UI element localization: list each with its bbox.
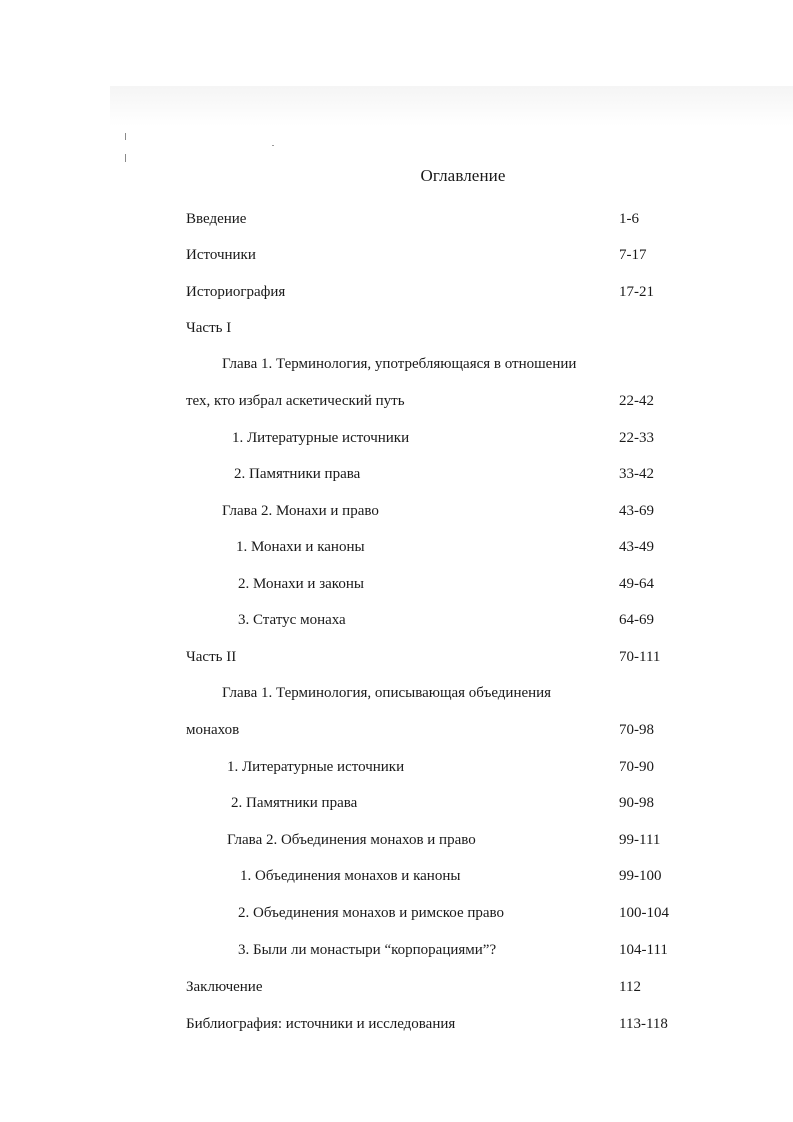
toc-entry (0, 539, 793, 561)
toc-entry (0, 430, 793, 452)
toc-entry (0, 1016, 793, 1038)
scan-artifact (272, 145, 274, 146)
toc-entry-text: 2. Объединения монахов и римское право (238, 905, 505, 921)
toc-entry (0, 795, 793, 817)
toc-entry-pages: 70-90 (619, 759, 654, 775)
toc-entry (0, 942, 793, 964)
toc-entry-text: 2. Монахи и законы (238, 576, 364, 592)
toc-entry-text: 3. Были ли монастыри “корпорациями”? (238, 942, 497, 958)
toc-entry-text: Глава 1. Терминология, описывающая объединения (222, 685, 552, 701)
toc-entry-text: Часть I (186, 320, 232, 336)
toc-entry (0, 356, 793, 378)
toc-entry-text: Введение (186, 211, 247, 227)
toc-entry-text: Часть II (186, 649, 237, 665)
toc-entry (0, 393, 793, 415)
toc-entry-text: Глава 2. Монахи и право (222, 503, 379, 519)
toc-entry-text: 3. Статус монаха (238, 612, 346, 628)
toc-title: Оглавление (420, 166, 506, 185)
toc-entry-pages: 43-49 (619, 539, 654, 555)
toc-entry-text: тех, кто избрал аскетический путь (186, 393, 405, 409)
scan-artifact (125, 154, 126, 162)
toc-entry-text: Заключение (186, 979, 263, 995)
toc-entry-pages: 22-42 (619, 393, 654, 409)
toc-entry-pages: 33-42 (619, 466, 654, 482)
toc-entry (0, 759, 793, 781)
toc-entry-text: 1. Монахи и каноны (236, 539, 365, 555)
toc-entry-text: монахов (186, 722, 240, 738)
toc-entry (0, 649, 793, 671)
toc-entry-pages: 99-111 (619, 832, 661, 848)
toc-entry-pages: 49-64 (619, 576, 654, 592)
toc-entry-pages: 43-69 (619, 503, 654, 519)
toc-entry (0, 320, 793, 342)
toc-entry-pages: 100-104 (619, 905, 669, 921)
toc-entry-text: 1. Литературные источники (232, 430, 410, 446)
toc-entry (0, 832, 793, 854)
toc-entry-pages: 99-100 (619, 868, 662, 884)
toc-entry-pages: 112 (619, 979, 641, 995)
toc-entry-pages: 104-111 (619, 942, 668, 958)
scan-artifact (125, 133, 126, 140)
toc-entry (0, 979, 793, 1001)
toc-entry-pages: 64-69 (619, 612, 654, 628)
toc-entry-pages: 22-33 (619, 430, 654, 446)
toc-entry-pages: 113-118 (619, 1016, 668, 1032)
toc-entry (0, 284, 793, 306)
toc-entry-text: Глава 1. Терминология, употребляющаяся в отношении (222, 356, 577, 372)
toc-entry (0, 685, 793, 707)
toc-entry (0, 211, 793, 233)
toc-entry-text: 1. Объединения монахов и каноны (240, 868, 461, 884)
toc-entry (0, 905, 793, 927)
toc-entry-text: 1. Литературные источники (227, 759, 405, 775)
toc-entry-pages: 90-98 (619, 795, 654, 811)
toc-entry (0, 466, 793, 488)
toc-entry-text: Библиография: источники и исследования (186, 1016, 456, 1032)
toc-entry-text: 2. Памятники права (234, 466, 361, 482)
toc-entry-text: Историография (186, 284, 286, 300)
toc-entry-pages: 17-21 (619, 284, 654, 300)
toc-entry-pages: 7-17 (619, 247, 647, 263)
toc-entry-pages: 70-111 (619, 649, 661, 665)
scan-shading (110, 86, 793, 126)
toc-entry-text: 2. Памятники права (231, 795, 358, 811)
toc-entry-pages: 70-98 (619, 722, 654, 738)
toc-entry (0, 722, 793, 744)
toc-entry-pages: 1-6 (619, 211, 639, 227)
toc-entry (0, 247, 793, 269)
toc-entry (0, 576, 793, 598)
toc-entry (0, 503, 793, 525)
toc-entry (0, 612, 793, 634)
toc-entry-text: Глава 2. Объединения монахов и право (227, 832, 476, 848)
toc-entry-text: Источники (186, 247, 256, 263)
toc-entry (0, 868, 793, 890)
